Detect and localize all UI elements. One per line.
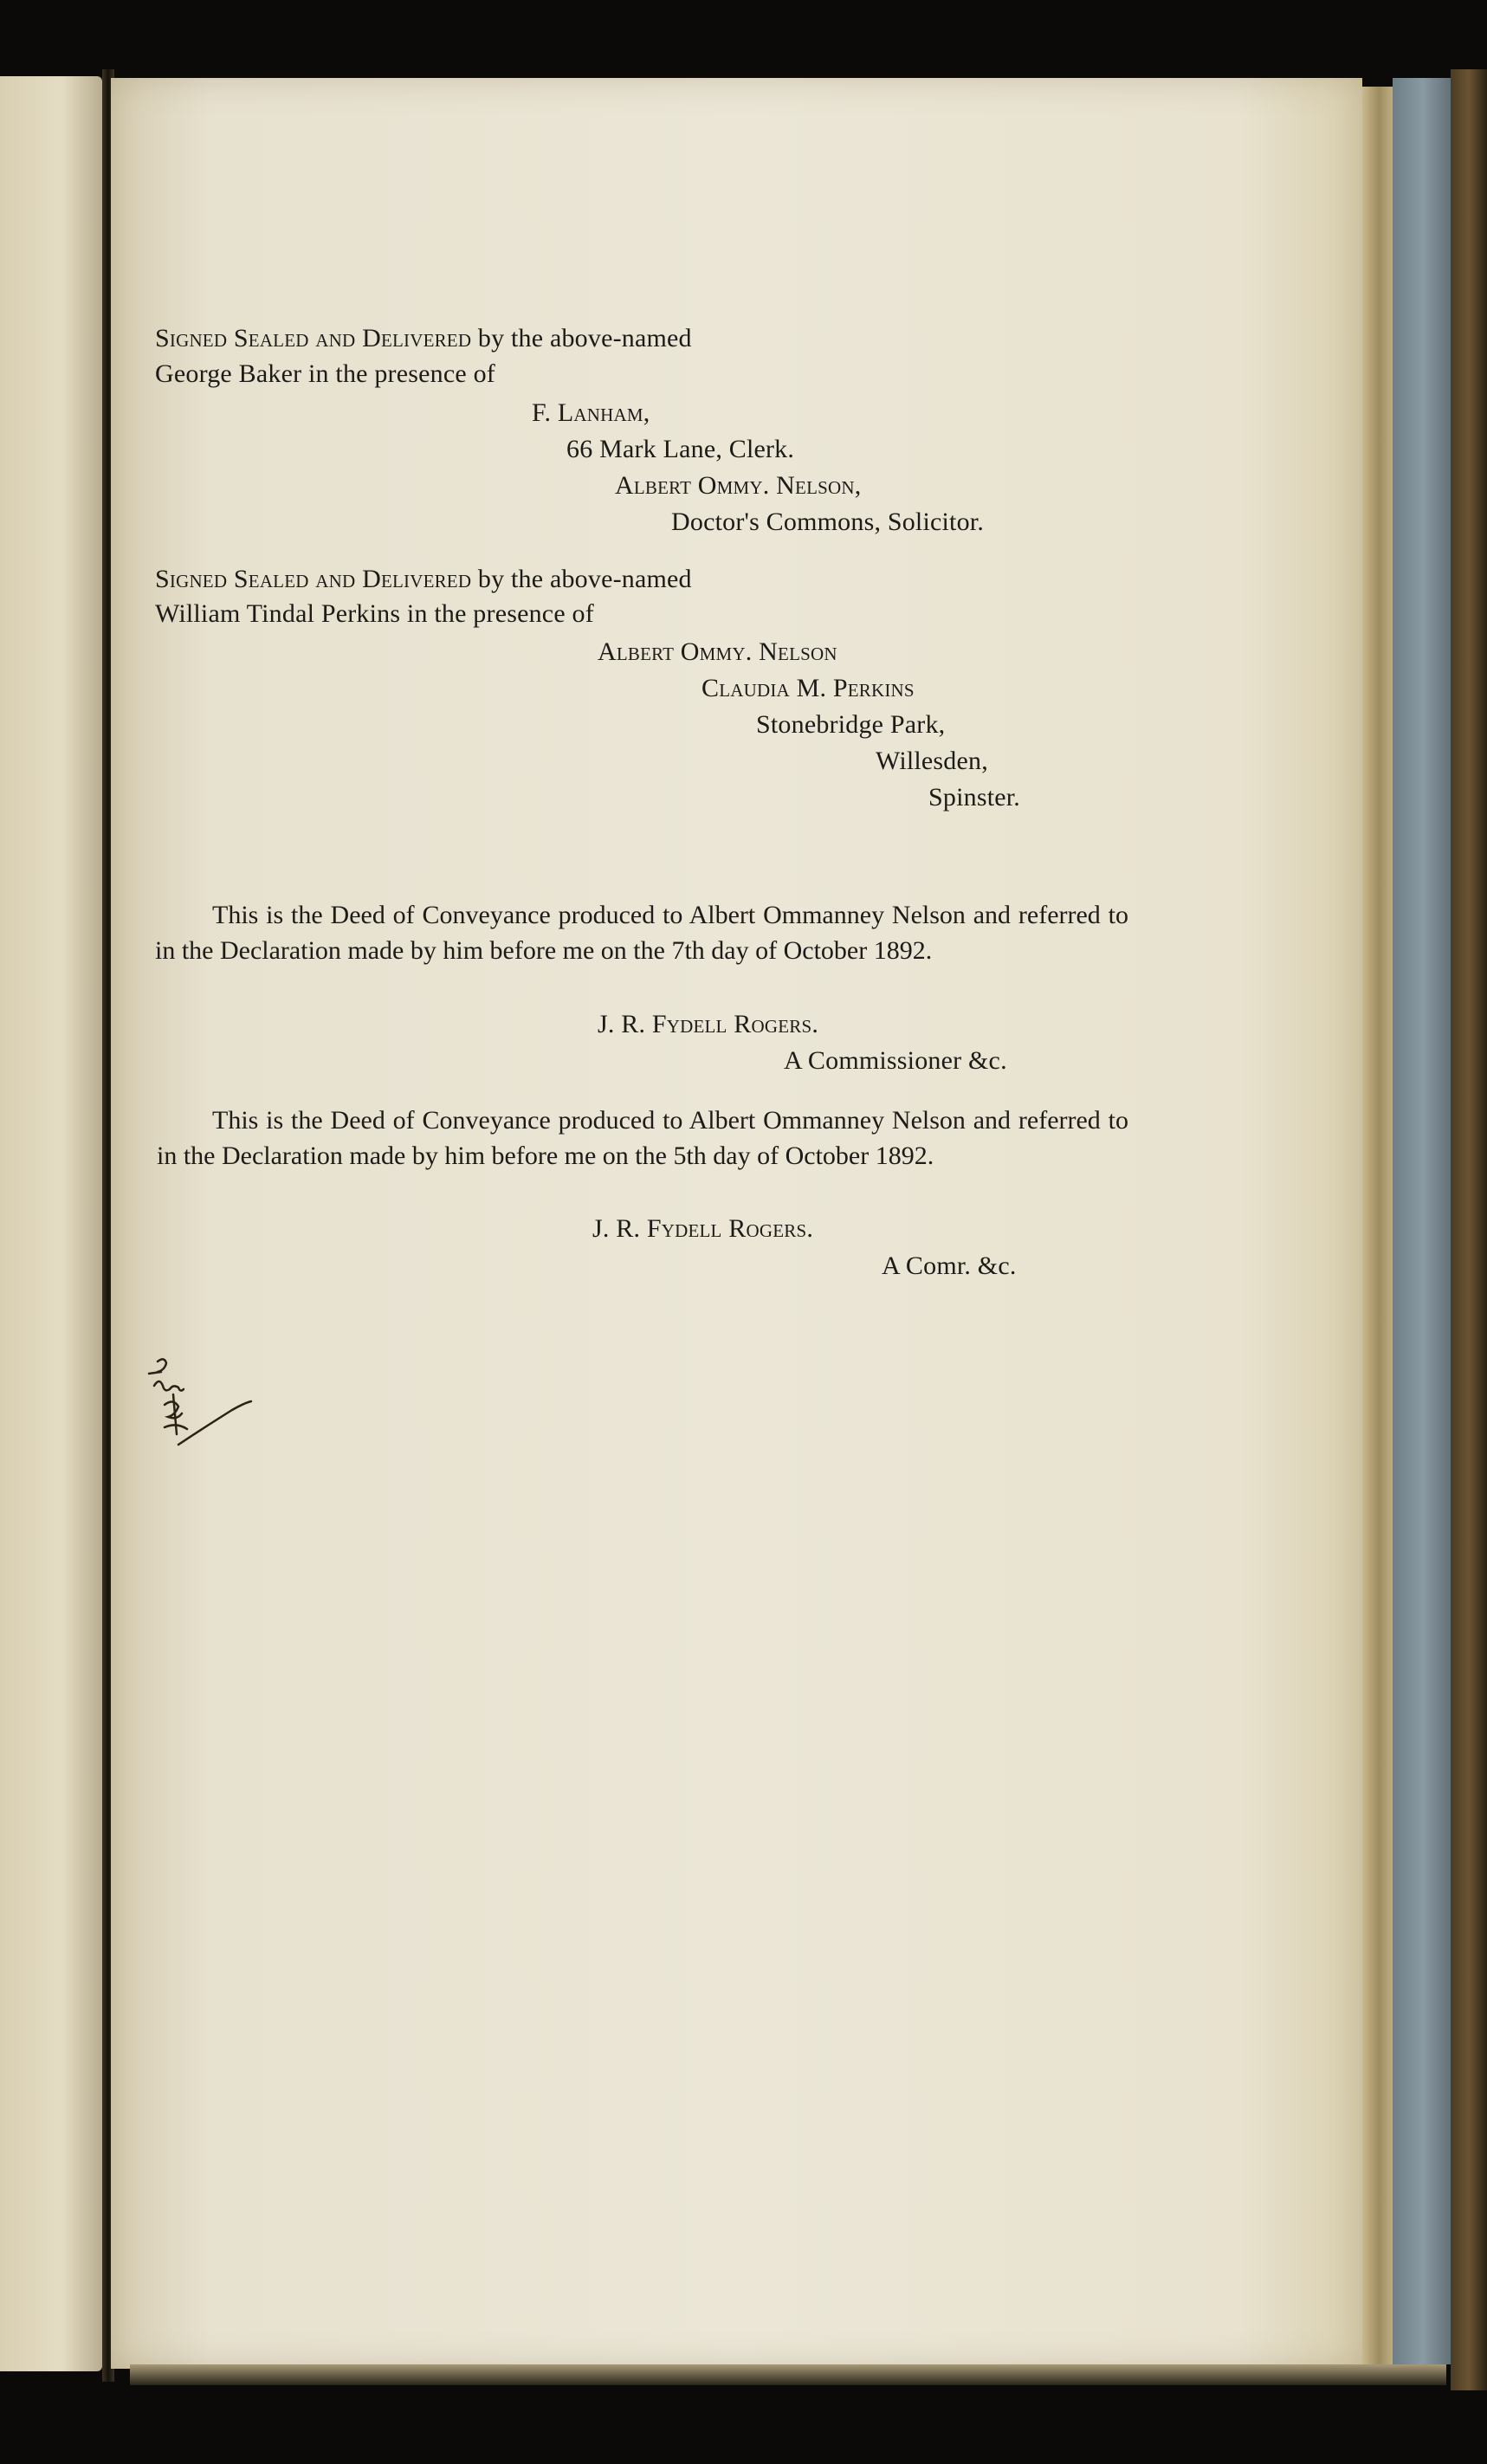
attestation-1-witness-name: F. Lanham, bbox=[532, 398, 650, 427]
attestation-2-address-2: Willesden, bbox=[876, 747, 988, 775]
attestation-2-address-1: Stonebridge Park, bbox=[756, 710, 946, 739]
attestation-1-witness2-name: Albert Ommy. Nelson, bbox=[615, 471, 862, 500]
declaration-2-text: This is the Deed of Conveyance produced to Albert Ommanney Nelson and referred to in the Declaration made by him before me on the 5th day of October 1892. bbox=[157, 1106, 1128, 1170]
attestation-1-witness-address: 66 Mark Lane, Clerk. bbox=[566, 435, 795, 463]
left-page-text-fragment bbox=[0, 649, 102, 685]
left-page-text-fragment bbox=[0, 612, 102, 649]
left-page-text-fragment bbox=[0, 394, 102, 430]
left-page-text-fragment bbox=[0, 794, 102, 831]
attestation-2-address-3: Spinster. bbox=[928, 783, 1020, 812]
left-page-text-fragment bbox=[0, 430, 102, 467]
declaration-1-title: A Commissioner &c. bbox=[784, 1046, 1007, 1075]
page-edge bbox=[1362, 87, 1395, 2364]
left-facing-page bbox=[0, 76, 102, 2371]
left-page-text-fragment bbox=[0, 903, 102, 940]
left-page-text-fragment bbox=[0, 1194, 102, 1231]
left-page-text-fragment bbox=[0, 576, 102, 612]
page-bottom-edge bbox=[130, 2364, 1446, 2385]
attestation-2-signatory: William Tindal Perkins in the presence of bbox=[155, 599, 594, 628]
declaration-2-title: A Comr. &c. bbox=[882, 1251, 1017, 1280]
left-page-text-fragment bbox=[0, 1267, 102, 1303]
left-page-text-fragment bbox=[0, 358, 102, 394]
left-page-text-fragment bbox=[0, 1122, 102, 1158]
declaration-1-signer: J. R. Fydell Rogers. bbox=[598, 1010, 819, 1038]
attestation-1-signatory: George Baker in the presence of bbox=[155, 359, 495, 388]
declaration-2-signer: J. R. Fydell Rogers. bbox=[592, 1214, 814, 1243]
book-cover-edge bbox=[1451, 69, 1487, 2390]
left-page-text-fragment bbox=[0, 540, 102, 576]
page-stack-edge bbox=[1393, 78, 1453, 2364]
left-page-text-fragment bbox=[0, 467, 102, 503]
left-page-text-fragment bbox=[0, 1012, 102, 1049]
left-page-text-fragment bbox=[0, 976, 102, 1012]
left-page-text-fragment bbox=[0, 503, 102, 540]
left-page-text-fragment bbox=[0, 685, 102, 721]
declaration-1-text: This is the Deed of Conveyance produced to Albert Ommanney Nelson and referred to in the Declaration made by him before me on the 7th day of October 1892. bbox=[155, 901, 1128, 965]
left-page-text-fragment bbox=[0, 758, 102, 794]
attestation-1-witness2-address: Doctor's Commons, Solicitor. bbox=[671, 508, 985, 536]
attestation-2-witness2-name: Claudia M. Perkins bbox=[701, 674, 915, 702]
handwritten-initials-mark bbox=[139, 1351, 277, 1481]
left-page-text-fragment bbox=[0, 721, 102, 758]
left-page-text-fragment bbox=[0, 1231, 102, 1267]
left-page-text-fragment bbox=[0, 1158, 102, 1194]
attestation-2-heading: Signed Sealed and Delivered by the above-named bbox=[155, 565, 692, 593]
left-page-text-fragment bbox=[0, 321, 102, 358]
left-page-text-fragment bbox=[0, 1085, 102, 1122]
attestation-2-witness-name: Albert Ommy. Nelson bbox=[598, 637, 837, 666]
left-page-text-fragment bbox=[0, 867, 102, 903]
attestation-1-heading: Signed Sealed and Delivered by the above-named bbox=[155, 324, 692, 352]
left-page-text-fragment bbox=[0, 940, 102, 976]
left-page-text-fragment bbox=[0, 831, 102, 867]
left-page-text-fragment bbox=[0, 1049, 102, 1085]
